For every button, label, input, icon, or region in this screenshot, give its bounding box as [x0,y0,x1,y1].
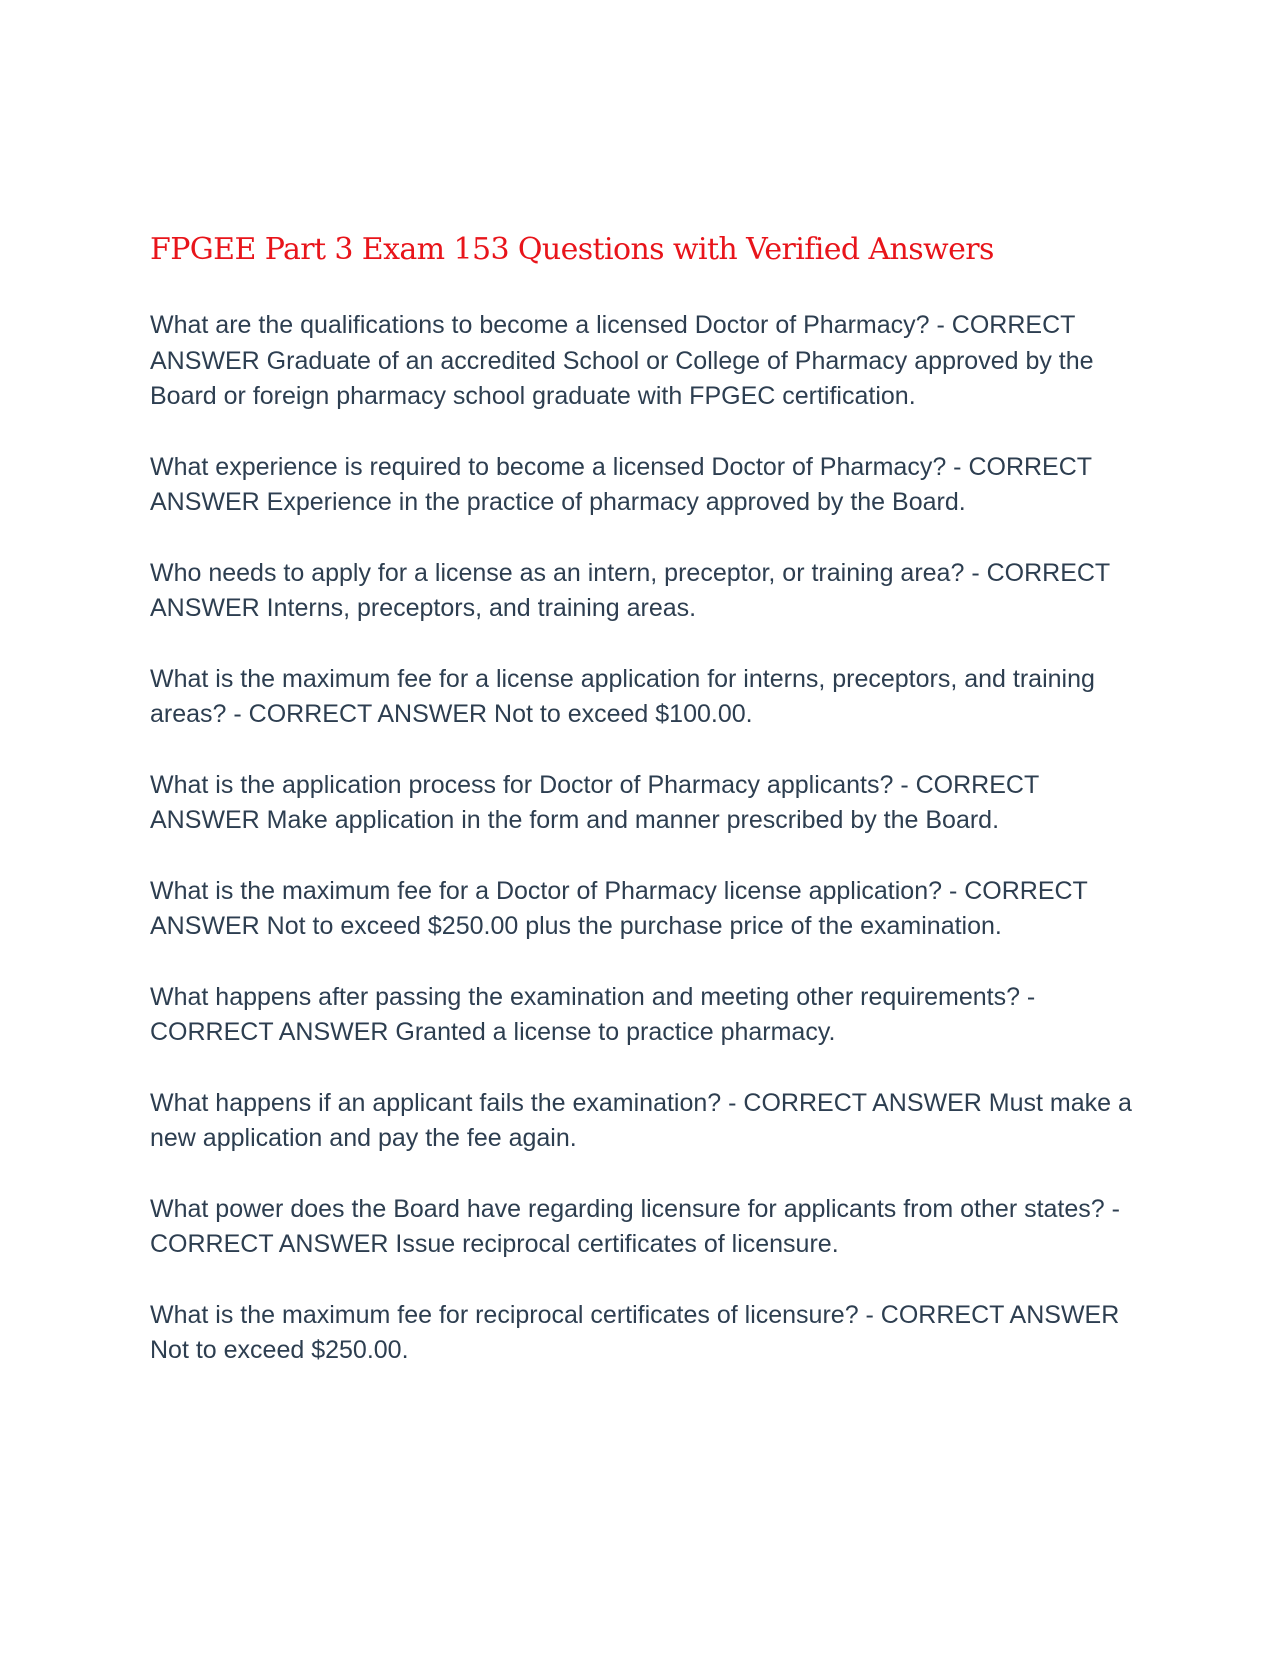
document-page [150,226,1140,1404]
qa-item: Who needs to apply for a license as an intern, preceptor, or training area? - CORRECT ANSWER Interns, preceptors, and training areas. [150,558,1110,622]
document-title: FPGEE Part 3 Exam 153 Questions with Verified Answers [150,232,994,267]
qa-item: What is the maximum fee for a Doctor of Pharmacy license application? - CORRECT ANSWER Not to exceed $250.00 plus the purchase price of the examination. [150,876,1088,940]
qa-item: What is the maximum fee for a license application for interns, preceptors, and training areas? - CORRECT ANSWER Not to exceed $100.00. [150,664,1095,728]
qa-item: What experience is required to become a licensed Doctor of Pharmacy? - CORRECT ANSWER Experience in the practice of pharmacy approved by the Board. [150,452,1092,516]
qa-item: What happens after passing the examination and meeting other requirements? - CORRECT ANSWER Granted a license to practice pharmacy. [150,982,1036,1046]
qa-item: What happens if an applicant fails the examination? - CORRECT ANSWER Must make a new application and pay the fee again. [150,1088,1132,1152]
qa-item: What is the maximum fee for reciprocal certificates of licensure? - CORRECT ANSWER Not to exceed $250.00. [150,1300,1120,1364]
qa-item: What power does the Board have regarding licensure for applicants from other states? - CORRECT ANSWER Issue reciprocal certificates of licensure. [150,1194,1120,1258]
qa-item: What is the application process for Doctor of Pharmacy applicants? - CORRECT ANSWER Make application in the form and manner prescribed by the Board. [150,770,1039,834]
qa-item: What are the qualifications to become a licensed Doctor of Pharmacy? - CORRECT ANSWER Graduate of an accredited School or College of Pharmacy approved by the Board or foreign pharmacy school graduate with FPGEC certification. [150,311,1094,410]
